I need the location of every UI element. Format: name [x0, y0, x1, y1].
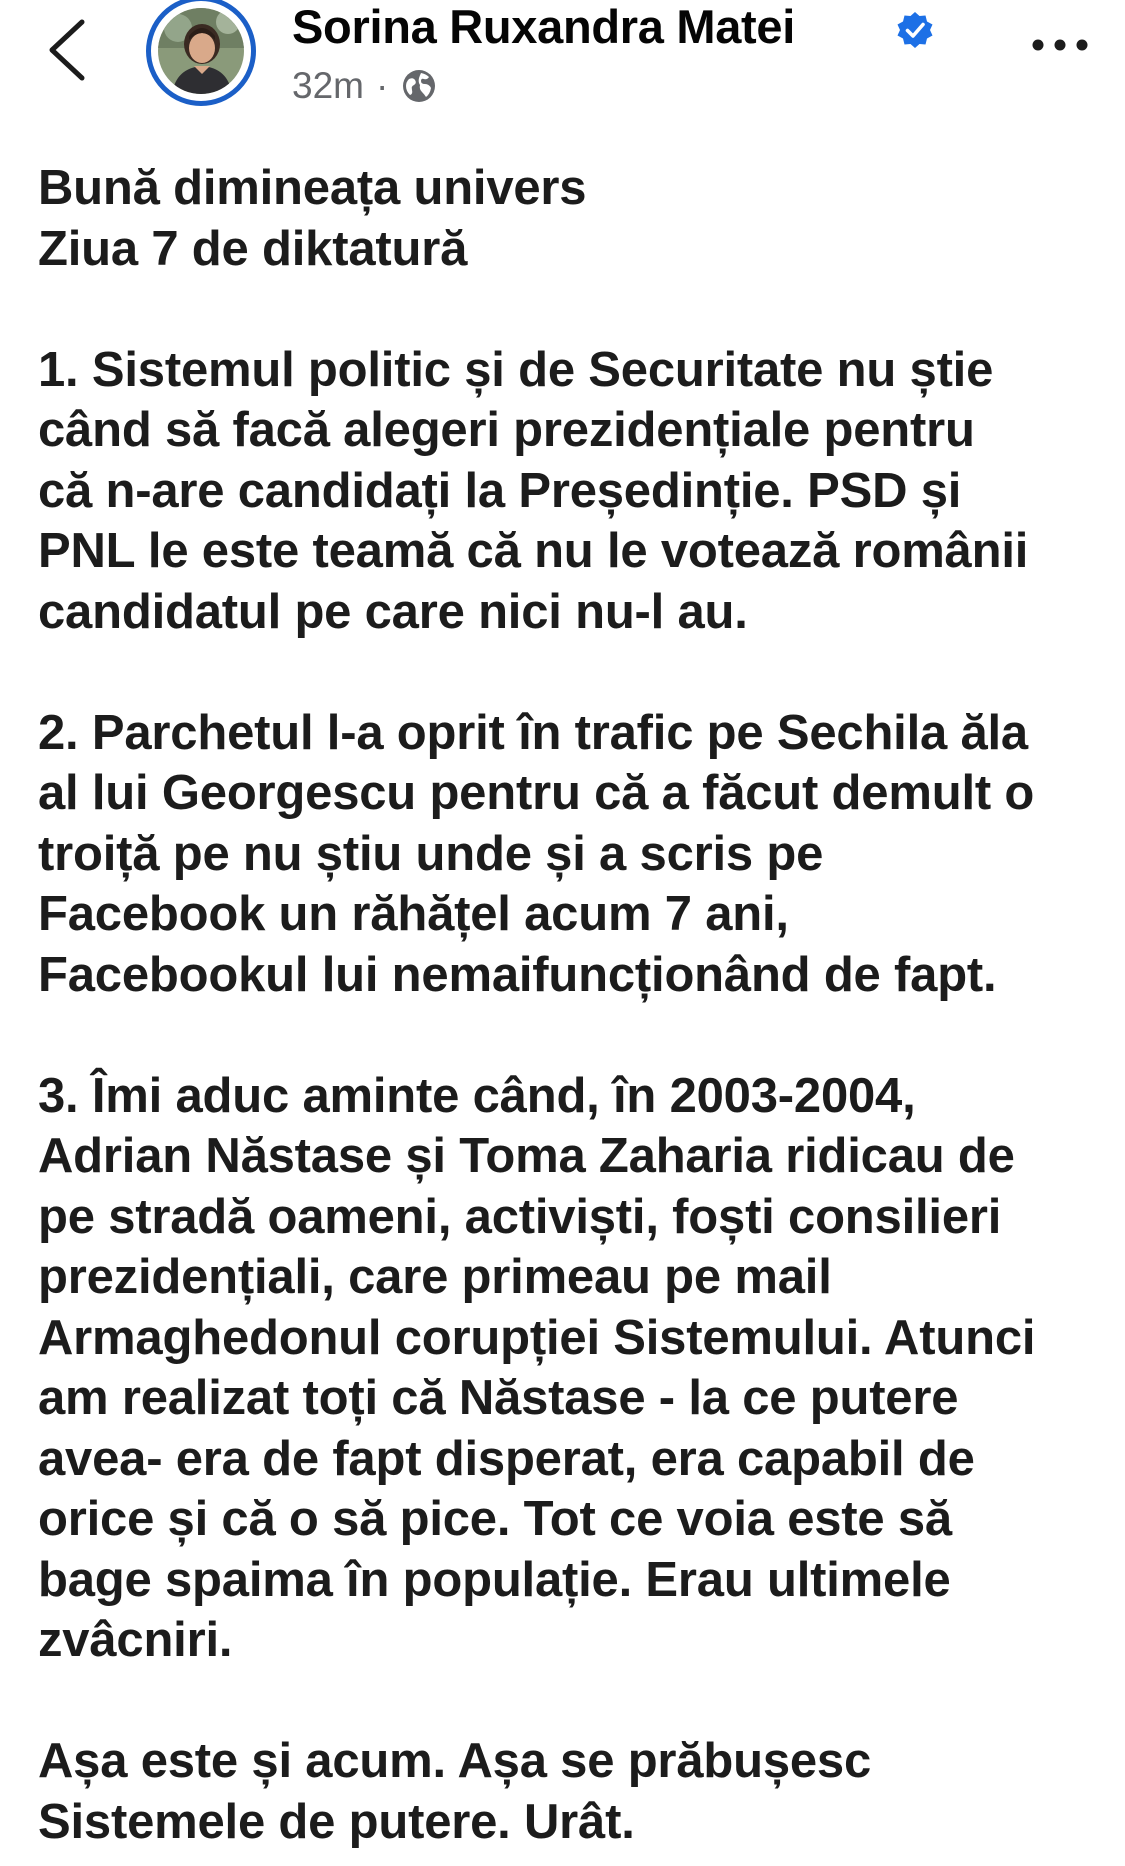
post-text-line — [38, 1671, 1108, 1732]
post-text-line: am realizat toți că Năstase - la ce putere — [38, 1371, 959, 1425]
post-text-line: candidatul pe care nici nu-l au. — [38, 584, 748, 639]
more-horizontal-icon — [1025, 30, 1095, 60]
post-text-line: avea- era de fapt disperat, era capabil de — [38, 1431, 975, 1486]
post-text-line: Facebook un răhățel acum 7 ani, — [38, 887, 789, 941]
author-name[interactable]: Sorina Ruxandra Matei — [292, 0, 795, 53]
verified-badge-icon — [895, 10, 935, 50]
post-text-line: zvâcniri. — [38, 1613, 233, 1667]
post-text-line: troiță pe nu știu unde și a scris pe — [38, 826, 824, 881]
post-timestamp[interactable]: 32m — [292, 65, 364, 106]
post-text-line: al lui Georgescu pentru că a făcut demult o — [38, 766, 1035, 820]
post-text-line: Armaghedonul corupției Sistemului. Atunci — [38, 1310, 1036, 1365]
post-text-line: 2. Parchetul l-a oprit în trafic pe Sechila ăla — [38, 705, 1028, 760]
post-text-line: 3. Îmi aduc aminte când, în 2003-2004, — [38, 1068, 916, 1123]
post-text-line: Facebookul lui nemaifuncționând de fapt. — [38, 947, 997, 1002]
more-options-button[interactable] — [1025, 30, 1095, 60]
post-text-line — [38, 642, 1108, 703]
post-text-line: Ziua 7 de diktatură — [38, 221, 468, 276]
post-text-line — [38, 279, 1108, 340]
post-text-line: că n-are candidați la Președinție. PSD și — [38, 463, 962, 518]
meta-separator: · — [375, 65, 389, 106]
post-meta — [292, 64, 438, 108]
post-text — [38, 158, 1108, 1852]
post-text-line: pe stradă oameni, activiști, foști consilieri — [38, 1189, 1002, 1244]
author-avatar[interactable] — [146, 0, 256, 106]
back-button[interactable] — [40, 8, 100, 88]
chevron-left-icon — [40, 8, 100, 88]
post-text-line: Așa este și acum. Așa se prăbușesc — [38, 1734, 872, 1788]
post-text-line: orice și că o să pice. Tot ce voia este să — [38, 1492, 952, 1546]
post-text-line: PNL le este teamă că nu le votează românii — [38, 524, 1029, 578]
post-text-line: 1. Sistemul politic și de Securitate nu știe — [38, 342, 994, 397]
post-text-line: bage spaima în populație. Erau ultimele — [38, 1552, 951, 1607]
post-text-line — [38, 1005, 1108, 1066]
post-header — [0, 0, 1125, 120]
post-text-line: Bună dimineața univers — [38, 161, 587, 215]
avatar-photo — [158, 8, 244, 94]
post-text-line: Sistemele de putere. Urât. — [38, 1794, 635, 1849]
globe-icon — [400, 67, 438, 105]
post-text-line: prezidențiali, care primeau pe mail — [38, 1250, 832, 1304]
post-text-line: Adrian Năstase și Toma Zaharia ridicau de — [38, 1129, 1015, 1183]
post-text-line: când să facă alegeri prezidențiale pentru — [38, 403, 975, 457]
